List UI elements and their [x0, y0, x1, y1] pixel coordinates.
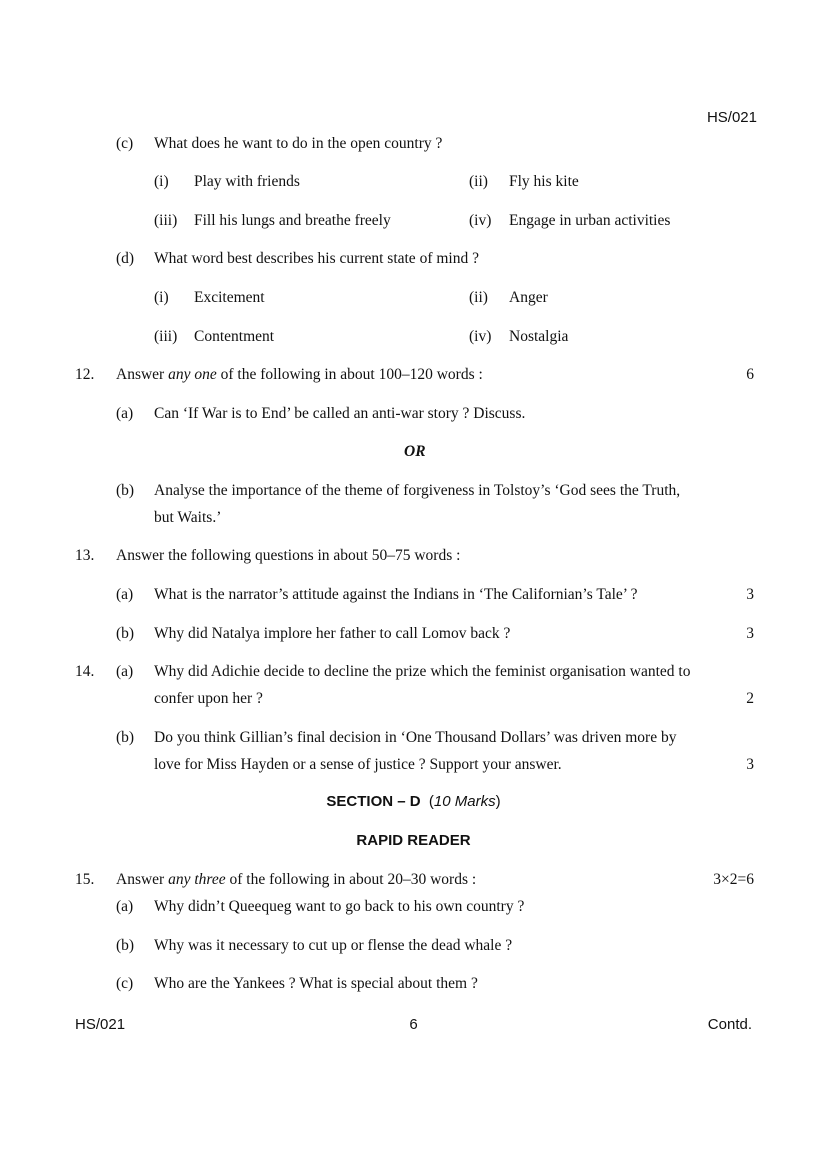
- q15-number: 15.: [75, 871, 95, 888]
- q12a-text: Can ‘If War is to End’ be called an anti-war story ? Discuss.: [154, 405, 526, 422]
- q14a-text-line2: confer upon her ?: [154, 690, 263, 707]
- q15b-text: Why was it necessary to cut up or flense the dead whale ?: [154, 937, 513, 954]
- footer-code: HS/021: [75, 1016, 126, 1033]
- q11d-opt3-num: (iii): [154, 328, 178, 345]
- header-code: HS/021: [706, 109, 757, 126]
- q12b-text-line2: but Waits.’: [154, 509, 222, 526]
- q11d-opt1-text: Excitement: [194, 289, 265, 306]
- q11d-opt4-text: Nostalgia: [509, 328, 569, 345]
- q11d-text: What word best describes his current state of mind ?: [154, 250, 479, 267]
- q11d-label: (d): [116, 250, 135, 267]
- q11c-opt2-text: Fly his kite: [509, 173, 579, 190]
- q15c-label: (c): [116, 975, 134, 992]
- q13b-label: (b): [116, 625, 135, 642]
- q11d-opt2-num: (ii): [469, 289, 488, 306]
- q14a-marks: 2: [746, 690, 754, 707]
- q12a-label: (a): [116, 405, 134, 422]
- q11c-opt3-text: Fill his lungs and breathe freely: [194, 212, 391, 229]
- q11c-opt4-text: Engage in urban activities: [509, 212, 671, 229]
- q12b-text-line1: Analyse the importance of the theme of forgiveness in Tolstoy’s ‘God sees the Truth,: [154, 482, 681, 499]
- q13-instruction: Answer the following questions in about 50–75 words :: [116, 547, 461, 564]
- q11d-opt1-num: (i): [154, 289, 169, 306]
- q14b-text-line2: love for Miss Hayden or a sense of justice ? Support your answer.: [154, 756, 562, 773]
- section-heading: SECTION – D (10 Marks): [326, 793, 501, 810]
- q15-marks: 3×2=6: [713, 871, 754, 888]
- q11c-label: (c): [116, 135, 134, 152]
- q11c-text: What does he want to do in the open country ?: [154, 135, 443, 152]
- q15b-label: (b): [116, 937, 135, 954]
- q11d-opt2-text: Anger: [509, 289, 548, 306]
- section-subtitle: RAPID READER: [356, 832, 471, 849]
- q13a-marks: 3: [746, 586, 754, 603]
- or-divider: OR: [404, 443, 426, 460]
- q13a-label: (a): [116, 586, 134, 603]
- q15a-text: Why didn’t Queequeg want to go back to his own country ?: [154, 898, 525, 915]
- footer-contd: Contd.: [707, 1016, 752, 1033]
- q14b-marks: 3: [746, 756, 754, 773]
- q15c-text: Who are the Yankees ? What is special about them ?: [154, 975, 478, 992]
- q13b-text: Why did Natalya implore her father to call Lomov back ?: [154, 625, 511, 642]
- q13a-text: What is the narrator’s attitude against the Indians in ‘The Californian’s Tale’ ?: [154, 586, 638, 603]
- q15a-label: (a): [116, 898, 134, 915]
- q12-instruction: Answer any one of the following in about 100–120 words :: [116, 366, 483, 383]
- q14-number: 14.: [75, 663, 95, 680]
- q12-marks: 6: [746, 366, 754, 383]
- q11c-opt4-num: (iv): [469, 212, 492, 229]
- q12b-label: (b): [116, 482, 135, 499]
- q14a-text-line1: Why did Adichie decide to decline the prize which the feminist organisation wanted to: [154, 663, 691, 680]
- q14b-text-line1: Do you think Gillian’s final decision in ‘One Thousand Dollars’ was driven more by: [154, 729, 677, 746]
- q13-number: 13.: [75, 547, 95, 564]
- q13b-marks: 3: [746, 625, 754, 642]
- q11d-opt3-text: Contentment: [194, 328, 275, 345]
- q11c-opt1-text: Play with friends: [194, 173, 300, 190]
- q12-number: 12.: [75, 366, 95, 383]
- q14a-label: (a): [116, 663, 134, 680]
- q11c-opt1-num: (i): [154, 173, 169, 190]
- q11d-opt4-num: (iv): [469, 328, 492, 345]
- q11c-opt3-num: (iii): [154, 212, 178, 229]
- q11c-opt2-num: (ii): [469, 173, 488, 190]
- q15-instruction: Answer any three of the following in about 20–30 words :: [116, 871, 477, 888]
- page-number: 6: [409, 1016, 418, 1033]
- q14b-label: (b): [116, 729, 135, 746]
